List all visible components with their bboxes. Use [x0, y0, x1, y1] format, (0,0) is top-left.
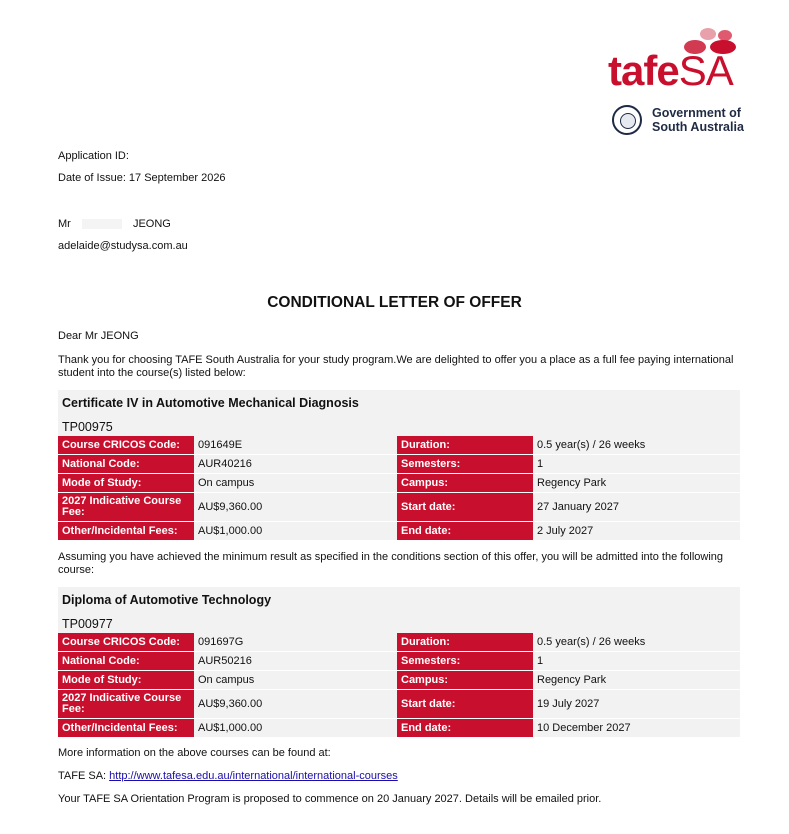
greeting: Dear Mr JEONG [58, 330, 139, 342]
mode-label: Mode of Study: [58, 671, 194, 690]
orientation-text: Your TAFE SA Orientation Program is proposed to commence on 20 January 2027. Details will be emailed prior. [58, 793, 602, 805]
campus-value: Regency Park [533, 474, 740, 493]
campus-label: Campus: [397, 671, 533, 690]
cricos-value: 091697G [194, 633, 397, 652]
other-fees-label: Other/Incidental Fees: [58, 522, 194, 541]
course-details-table [58, 436, 740, 541]
start-date-value: 27 January 2027 [533, 493, 740, 522]
more-info-text: More information on the above courses can be found at: [58, 747, 331, 759]
table-row [58, 436, 740, 455]
government-line-2: South Australia [652, 120, 744, 134]
end-date-label: End date: [397, 522, 533, 541]
course-name: Certificate IV in Automotive Mechanical Diagnosis [62, 396, 359, 410]
national-code-value: AUR40216 [194, 455, 397, 474]
table-row [58, 671, 740, 690]
cricos-value: 091649E [194, 436, 397, 455]
mode-label: Mode of Study: [58, 474, 194, 493]
campus-value: Regency Park [533, 671, 740, 690]
course-block-1 [58, 390, 740, 541]
table-row [58, 690, 740, 719]
date-of-issue: Date of Issue: 17 September 2026 [58, 172, 226, 184]
national-code-label: National Code: [58, 652, 194, 671]
cricos-label: Course CRICOS Code: [58, 436, 194, 455]
mode-value: On campus [194, 474, 397, 493]
fee-label: 2027 Indicative Course Fee: [58, 493, 194, 522]
semesters-value: 1 [533, 652, 740, 671]
end-date-label: End date: [397, 719, 533, 738]
campus-label: Campus: [397, 474, 533, 493]
redacted-given-name [82, 219, 122, 229]
national-code-label: National Code: [58, 455, 194, 474]
other-fees-value: AU$1,000.00 [194, 522, 397, 541]
duration-value: 0.5 year(s) / 26 weeks [533, 633, 740, 652]
end-date-value: 10 December 2027 [533, 719, 740, 738]
fee-value: AU$9,360.00 [194, 690, 397, 719]
courses-link[interactable]: http://www.tafesa.edu.au/international/international-courses [109, 770, 398, 782]
tafe-sa-label: TAFE SA: [58, 770, 107, 782]
table-row [58, 455, 740, 474]
course-name: Diploma of Automotive Technology [62, 593, 272, 607]
cricos-label: Course CRICOS Code: [58, 633, 194, 652]
start-date-label: Start date: [397, 493, 533, 522]
mode-value: On campus [194, 671, 397, 690]
application-id: Application ID: [58, 150, 129, 162]
assuming-paragraph: Assuming you have achieved the minimum result as specified in the conditions section of this offer, you will be admitted into the following course: [58, 551, 724, 576]
semesters-label: Semesters: [397, 455, 533, 474]
course-header [58, 390, 740, 436]
logo-dot [700, 28, 716, 40]
salutation-prefix: Mr [58, 218, 71, 230]
other-fees-label: Other/Incidental Fees: [58, 719, 194, 738]
logo-word-sa: SA [678, 47, 733, 94]
course-code: TP00977 [62, 617, 113, 631]
semesters-value: 1 [533, 455, 740, 474]
semesters-label: Semesters: [397, 652, 533, 671]
logo-wordmark [608, 47, 733, 94]
national-code-value: AUR50216 [194, 652, 397, 671]
course-details-table [58, 633, 740, 738]
start-date-label: Start date: [397, 690, 533, 719]
recipient-name [58, 218, 171, 230]
tafe-sa-link-line [58, 770, 398, 782]
recipient-email: adelaide@studysa.com.au [58, 240, 188, 252]
government-label [652, 106, 744, 134]
duration-label: Duration: [397, 633, 533, 652]
tafesa-logo [600, 20, 748, 145]
table-row [58, 474, 740, 493]
intro-paragraph: Thank you for choosing TAFE South Australia for your study program.We are delighted to offer you a place as a full fee paying international student into the course(s) listed below: [58, 354, 734, 379]
course-block-2 [58, 587, 740, 738]
duration-value: 0.5 year(s) / 26 weeks [533, 436, 740, 455]
end-date-value: 2 July 2027 [533, 522, 740, 541]
course-header [58, 587, 740, 633]
table-row [58, 493, 740, 522]
duration-label: Duration: [397, 436, 533, 455]
logo-word-tafe: tafe [608, 47, 679, 94]
fee-value: AU$9,360.00 [194, 493, 397, 522]
start-date-value: 19 July 2027 [533, 690, 740, 719]
letter-title: CONDITIONAL LETTER OF OFFER [267, 294, 522, 311]
table-row [58, 719, 740, 738]
table-row [58, 633, 740, 652]
table-row [58, 522, 740, 541]
fee-label: 2027 Indicative Course Fee: [58, 690, 194, 719]
surname: JEONG [132, 218, 171, 230]
other-fees-value: AU$1,000.00 [194, 719, 397, 738]
government-crest-icon [612, 105, 642, 135]
course-code: TP00975 [62, 420, 113, 434]
table-row [58, 652, 740, 671]
government-line-1: Government of [652, 106, 741, 120]
